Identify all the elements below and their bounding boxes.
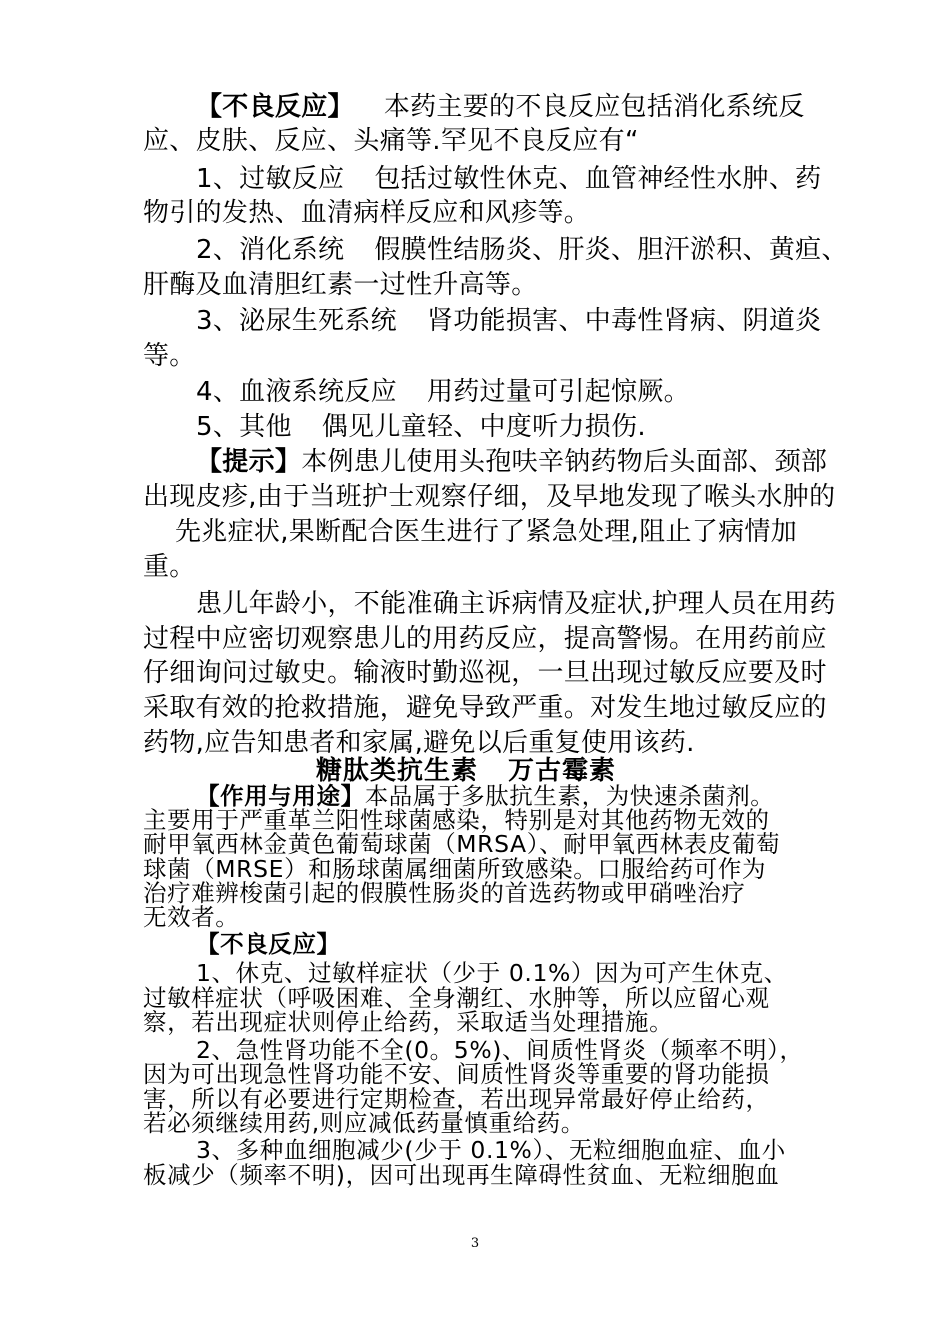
allergy-line-1: 1、过敏反应 包括过敏性休克、血管神经性水肿、药 bbox=[196, 164, 822, 194]
shock-line-1: 1、休克、过敏样症状（少于 0.1%）因为可产生休克、 bbox=[196, 959, 788, 987]
care-line-3: 仔细询问过敏史。输液时勤巡视，一旦出现过敏反应要及时 bbox=[143, 658, 827, 688]
renal-line-1: 2、急性肾功能不全(0。5%)、间质性肾炎（频率不明）， bbox=[196, 1036, 804, 1064]
shock-line-2: 过敏样症状（呼吸困难、全身潮红、水肿等，所以应留心观 bbox=[143, 984, 770, 1012]
urinary-line-1: 3、泌尿生死系统 肾功能损害、中毒性肾病、阴道炎 bbox=[196, 306, 822, 336]
care-line-5: 药物,应告知患者和家属,避免以后重复使用该药. bbox=[143, 728, 695, 758]
usage-line-5: 治疗难辨梭菌引起的假膜性肠炎的首选药物或甲硝唑治疗 bbox=[143, 879, 746, 907]
care-line-2: 过程中应密切观察患儿的用药反应，提高警惕。在用药前应 bbox=[143, 624, 827, 654]
drug-class-title: 糖肽类抗生素 bbox=[316, 756, 479, 786]
usage-line-3: 耐甲氧西林金黄色葡萄球菌（MRSA）、耐甲氧西林表皮葡萄 bbox=[143, 830, 781, 858]
usage-line-2: 主要用于严重革兰阳性球菌感染，特别是对其他药物无效的 bbox=[143, 806, 770, 834]
drug-title bbox=[316, 757, 616, 785]
tip-line-1: 【提示】本例患儿使用头孢呋辛钠药物后头面部、颈部 bbox=[196, 447, 828, 477]
blood-cell-line-1: 3、多种血细胞减少(少于 0.1%）、无粒细胞血症、血小 bbox=[196, 1136, 786, 1164]
renal-line-4: 若必须继续用药,则应减低药量慎重给药。 bbox=[143, 1109, 585, 1137]
urinary-label: 3、泌尿生死系统 bbox=[196, 306, 397, 336]
digestive-line-2: 肝酶及血清胆红素一过性升高等。 bbox=[143, 270, 538, 300]
usage-line-6: 无效者。 bbox=[143, 903, 240, 931]
shock-line-3: 察，若出现症状则停止给药，采取适当处理措施。 bbox=[143, 1008, 674, 1036]
tip-line-4: 重。 bbox=[143, 552, 196, 582]
adverse-reactions-heading: 【不良反应】 bbox=[196, 92, 354, 122]
urinary-line-2: 等。 bbox=[143, 341, 196, 371]
page-number: 3 bbox=[470, 1236, 480, 1251]
renal-line-3: 害，所以有必要进行定期检查，若出现异常最好停止给药， bbox=[143, 1085, 770, 1113]
digestive-label: 2、消化系统 bbox=[196, 235, 345, 265]
care-line-1: 患儿年龄小，不能准确主诉病情及症状,护理人员在用药 bbox=[196, 589, 836, 619]
allergy-line-2: 物引的发热、血清病样反应和风疹等。 bbox=[143, 198, 591, 228]
other-line: 5、其他 偶见儿童轻、中度听力损伤. bbox=[196, 412, 646, 442]
digestive-line-1: 2、消化系统 假膜性结肠炎、肝炎、胆汗淤积、黄疸、 bbox=[196, 235, 848, 265]
adverse-reactions-heading-2: 【不良反应】 bbox=[196, 930, 341, 958]
adverse-reactions-lead: 本药主要的不良反应包括消化系统反 bbox=[383, 92, 805, 122]
blood-label: 4、血液系统反应 bbox=[196, 377, 397, 407]
other-label: 5、其他 bbox=[196, 412, 292, 442]
tip-line-3: 先兆症状,果断配合医生进行了紧急处理,阻止了病情加 bbox=[175, 517, 798, 547]
adverse-reactions-line-2: 应、皮肤、反应、头痛等.罕见不良反应有“ bbox=[143, 126, 639, 156]
care-line-4: 采取有效的抢救措施，避免导致严重。对发生地过敏反应的 bbox=[143, 693, 827, 723]
allergy-label: 1、过敏反应 bbox=[196, 164, 345, 194]
blood-cell-line-2: 板减少（频率不明)，因可出现再生障碍性贫血、无粒细胞血 bbox=[143, 1161, 780, 1189]
tip-line-2: 出现皮疹,由于当班护士观察仔细，及早地发现了喉头水肿的 bbox=[143, 482, 836, 512]
adverse-reactions-line-1 bbox=[196, 90, 805, 124]
renal-line-2: 因为可出现急性肾功能不安、间质性肾炎等重要的肾功能损 bbox=[143, 1060, 770, 1088]
drug-name-title: 万古霉素 bbox=[508, 756, 617, 786]
blood-line: 4、血液系统反应 用药过量可引起惊厥。 bbox=[196, 377, 690, 407]
usage-heading: 【作用与用途】 bbox=[196, 782, 365, 810]
usage-line-1: 【作用与用途】本品属于多肽抗生素，为快速杀菌剂。 bbox=[196, 782, 775, 810]
tip-heading: 【提示】 bbox=[196, 447, 302, 477]
usage-line-4: 球菌（MRSE）和肠球菌属细菌所致感染。口服给药可作为 bbox=[143, 855, 767, 883]
